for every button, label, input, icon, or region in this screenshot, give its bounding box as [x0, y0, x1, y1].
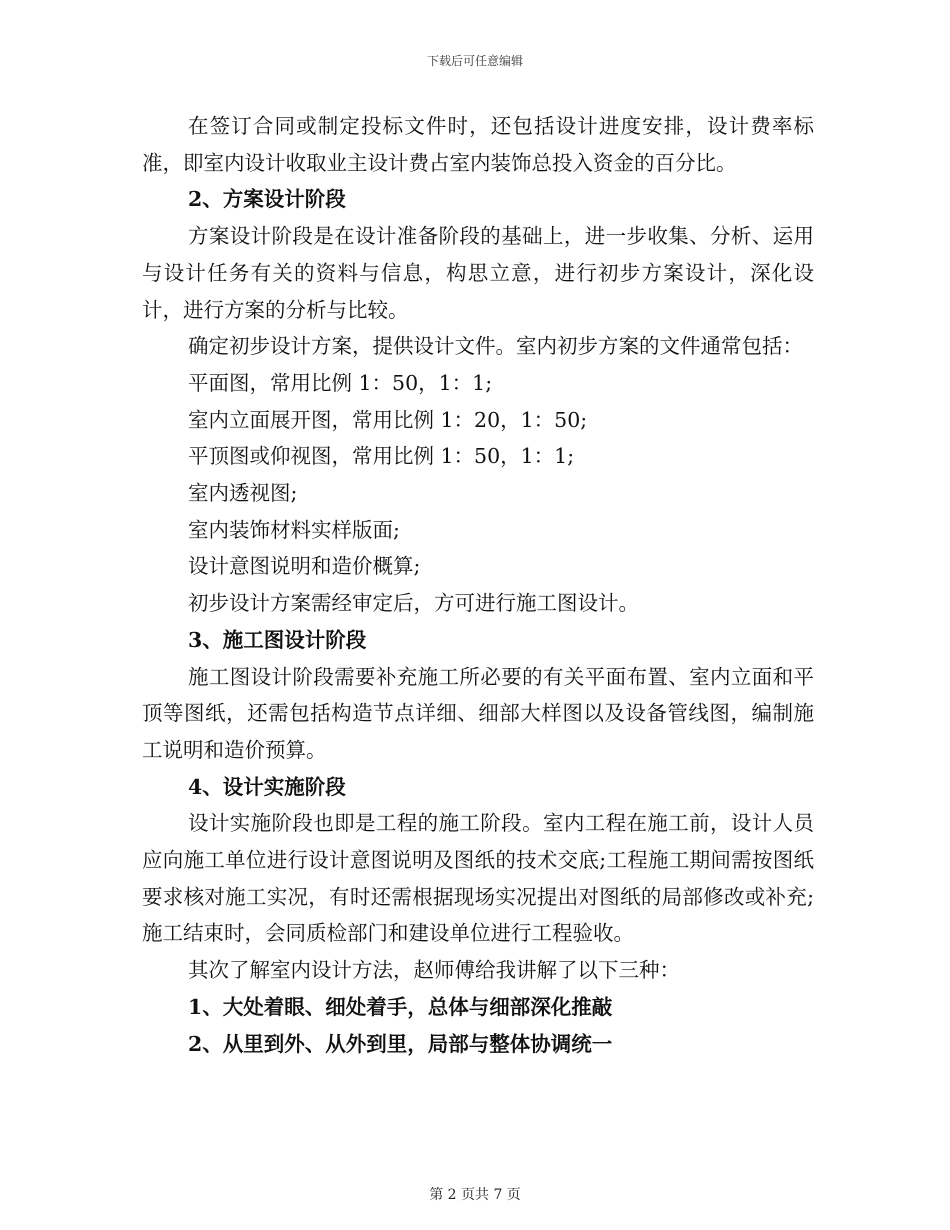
heading-method-2: 2、从里到外、从外到里，局部与整体协调统一	[188, 1031, 613, 1056]
paragraph-design-methods: 其次了解室内设计方法，赵师傅给我讲解了以下三种：	[188, 958, 680, 983]
list-item-ceiling-plan: 平顶图或仰视图，常用比例 1：50，1：1;	[188, 444, 575, 469]
document-body	[142, 108, 814, 1062]
page-footer: 第 2 页共 7 页	[429, 1187, 521, 1203]
paragraph-bid-documents: 在签订合同或制定投标文件时，还包括设计进度安排，设计费率标准，即室内设计收取业主设计费占室内装饰总投入资金的百分比。	[142, 114, 814, 175]
page-header: 下载后可任意编辑	[426, 54, 523, 68]
list-item-material-board: 室内装饰材料实样版面;	[188, 517, 400, 542]
list-item-design-intent: 设计意图说明和造价概算;	[188, 554, 421, 579]
heading-scheme-design: 2、方案设计阶段	[188, 187, 346, 212]
heading-method-1: 1、大处着眼、细处着手，总体与细部深化推敲	[188, 994, 613, 1019]
paragraph-preliminary-scheme: 确定初步设计方案，提供设计文件。室内初步方案的文件通常包括：	[188, 334, 803, 359]
list-item-floor-plan: 平面图，常用比例 1：50，1：1;	[188, 370, 493, 395]
heading-construction-drawing: 3、施工图设计阶段	[188, 627, 367, 652]
heading-implementation: 4、设计实施阶段	[188, 774, 346, 799]
paragraph-scheme-design: 方案设计阶段是在设计准备阶段的基础上，进一步收集、分析、运用与设计任务有关的资料与信息，构思立意，进行初步方案设计，深化设计，进行方案的分析与比较。	[142, 224, 814, 322]
list-item-perspective: 室内透视图;	[188, 481, 298, 506]
paragraph-approval: 初步设计方案需经审定后，方可进行施工图设计。	[188, 591, 639, 616]
list-item-elevation: 室内立面展开图，常用比例 1：20，1：50;	[188, 407, 588, 432]
paragraph-implementation: 设计实施阶段也即是工程的施工阶段。室内工程在施工前，设计人员应向施工单位进行设计意图说明及图纸的技术交底;工程施工期间需按图纸要求核对施工实况，有时还需根据现场实况提出对图纸的局部修改或补充;施工结束时，会同质检部门和建设单位进行工程验收。	[142, 811, 814, 946]
paragraph-construction-drawing: 施工图设计阶段需要补充施工所必要的有关平面布置、室内立面和平顶等图纸，还需包括构造节点详细、细部大样图以及设备管线图，编制施工说明和造价预算。	[142, 664, 814, 762]
